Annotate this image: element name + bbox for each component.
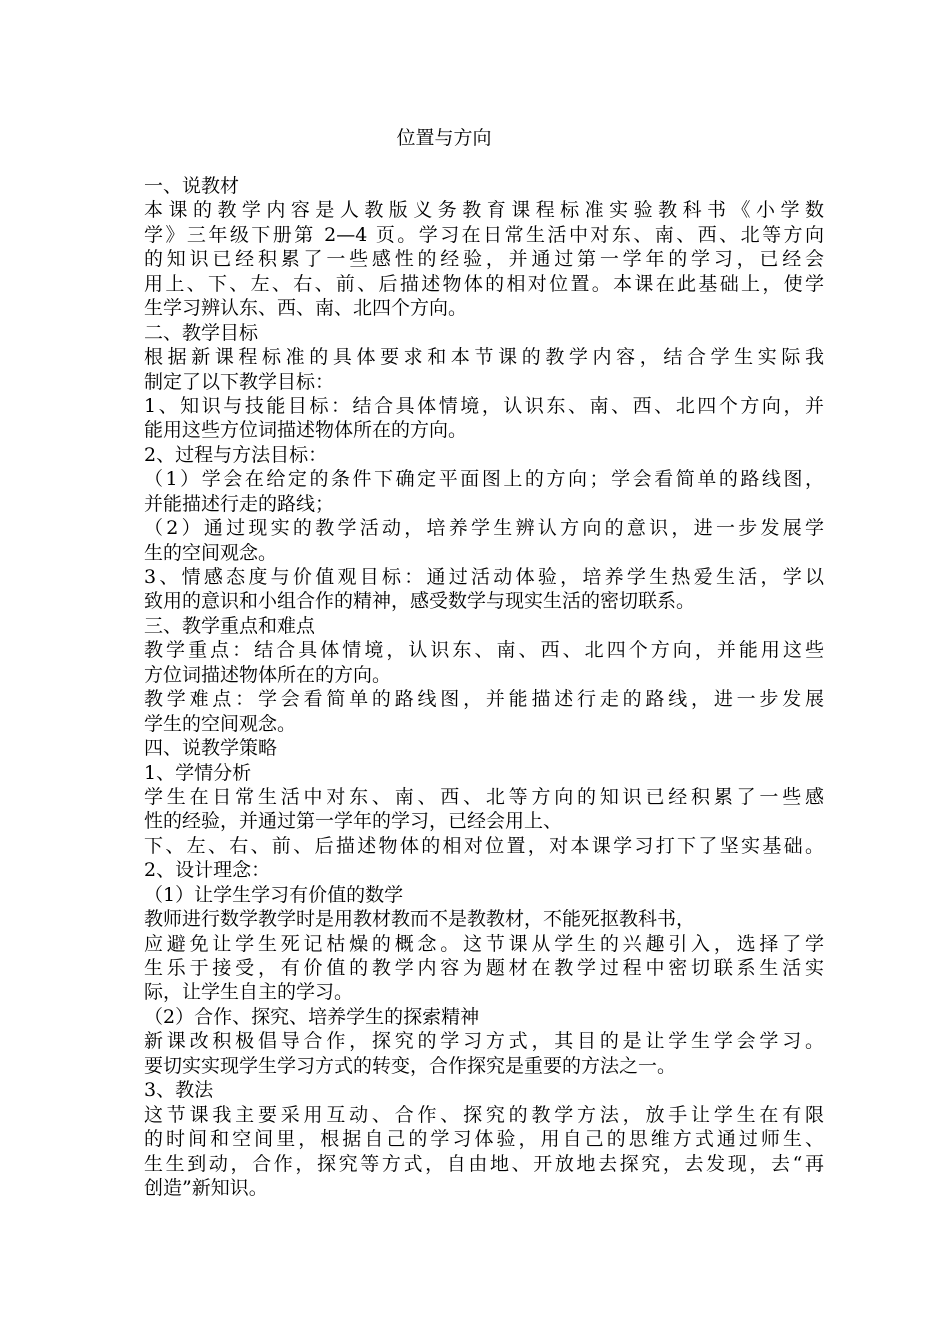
text-line: 本课的教学内容是人教版义务教育课程标准实验教科书《小学数 (144, 199, 824, 222)
text-line: 制定了以下教学目标： (144, 370, 335, 393)
text-line: 三、教学重点和难点 (144, 614, 316, 637)
text-line: 教学重点：结合具体情境，认识东、南、西、北四个方向，并能用这些 (144, 639, 824, 662)
text-line: 1、学情分析 (144, 761, 252, 784)
text-line: （2）通过现实的教学活动，培养学生辨认方向的意识，进一步发展学 (144, 517, 824, 540)
text-line: （2）合作、探究、培养学生的探索精神 (144, 1005, 480, 1028)
text-line: 生的空间观念。 (144, 541, 278, 564)
text-line: 应避免让学生死记枯燥的概念。这节课从学生的兴趣引入，选择了学 (144, 932, 824, 955)
text-line: 3、教法 (144, 1079, 214, 1102)
text-line: 3、情感态度与价值观目标：通过活动体验，培养学生热爱生活，学以 (144, 566, 824, 588)
text-line: 二、教学目标 (144, 321, 259, 344)
text-line: 四、说教学策略 (144, 737, 278, 760)
text-line: 教学难点：学会看简单的路线图，并能描述行走的路线，进一步发展 (144, 688, 824, 711)
text-line: 要切实实现学生学习方式的转变，合作探究是重要的方法之一。 (144, 1054, 677, 1077)
text-line: 生乐于接受，有价值的教学内容为题材在教学过程中密切联系生活实 (144, 957, 824, 979)
text-line: 1、知识与技能目标：结合具体情境，认识东、南、西、北四个方向，并 (144, 394, 824, 417)
text-line: 际，让学生自主的学习。 (144, 981, 354, 1004)
text-line: 生学习辨认东、西、南、北四个方向。 (144, 297, 468, 320)
text-line: 根据新课程标准的具体要求和本节课的教学内容，结合学生实际我 (144, 346, 824, 369)
text-line: 一、说教材 (144, 175, 240, 197)
text-line: 教师进行数学教学时是用教材教而不是教教材，不能死抠教科书， (144, 908, 696, 931)
text-line: 用上、下、左、右、前、后描述物体的相对位置。本课在此基础上，使学 (144, 272, 824, 295)
document-title: 位置与方向 (396, 127, 492, 149)
text-line: 方位词描述物体所在的方向。 (144, 663, 392, 686)
text-line: 能用这些方位词描述物体所在的方向。 (144, 419, 468, 442)
text-line: 学生的空间观念。 (144, 712, 297, 735)
text-line: 学》三年级下册第 2—4 页。学习在日常生活中对东、南、西、北等方向 (144, 223, 824, 246)
text-line: 致用的意识和小组合作的精神，感受数学与现实生活的密切联系。 (144, 590, 696, 613)
document-body (144, 174, 824, 1200)
text-line: 学生在日常生活中对东、南、西、北等方向的知识已经积累了一些感 (144, 785, 824, 808)
text-line: 新课改积极倡导合作，探究的学习方式，其目的是让学生学会学习。 (144, 1030, 824, 1053)
text-line: （1）让学生学习有价值的数学 (144, 883, 404, 906)
text-line: 下、左、右、前、后描述物体的相对位置，对本课学习打下了坚实基础。 (144, 834, 824, 857)
text-line: 的知识已经积累了一些感性的经验，并通过第一学年的学习，已经会 (144, 248, 824, 271)
text-line: 并能描述行走的路线； (144, 492, 335, 515)
text-line: 2、设计理念： (144, 859, 271, 882)
text-line: 创造”新知识。 (144, 1176, 268, 1199)
text-line: 这节课我主要采用互动、合作、探究的教学方法，放手让学生在有限 (144, 1103, 824, 1126)
text-line: 生生到动，合作，探究等方式，自由地、开放地去探究，去发现，去“再 (144, 1152, 824, 1175)
text-line: 2、过程与方法目标： (144, 443, 328, 466)
text-line: 的时间和空间里，根据自己的学习体验，用自己的思维方式通过师生、 (144, 1128, 824, 1151)
text-line: 性的经验，并通过第一学年的学习，已经会用上、 (144, 810, 563, 833)
text-line: （1）学会在给定的条件下确定平面图上的方向；学会看简单的路线图， (144, 468, 824, 491)
